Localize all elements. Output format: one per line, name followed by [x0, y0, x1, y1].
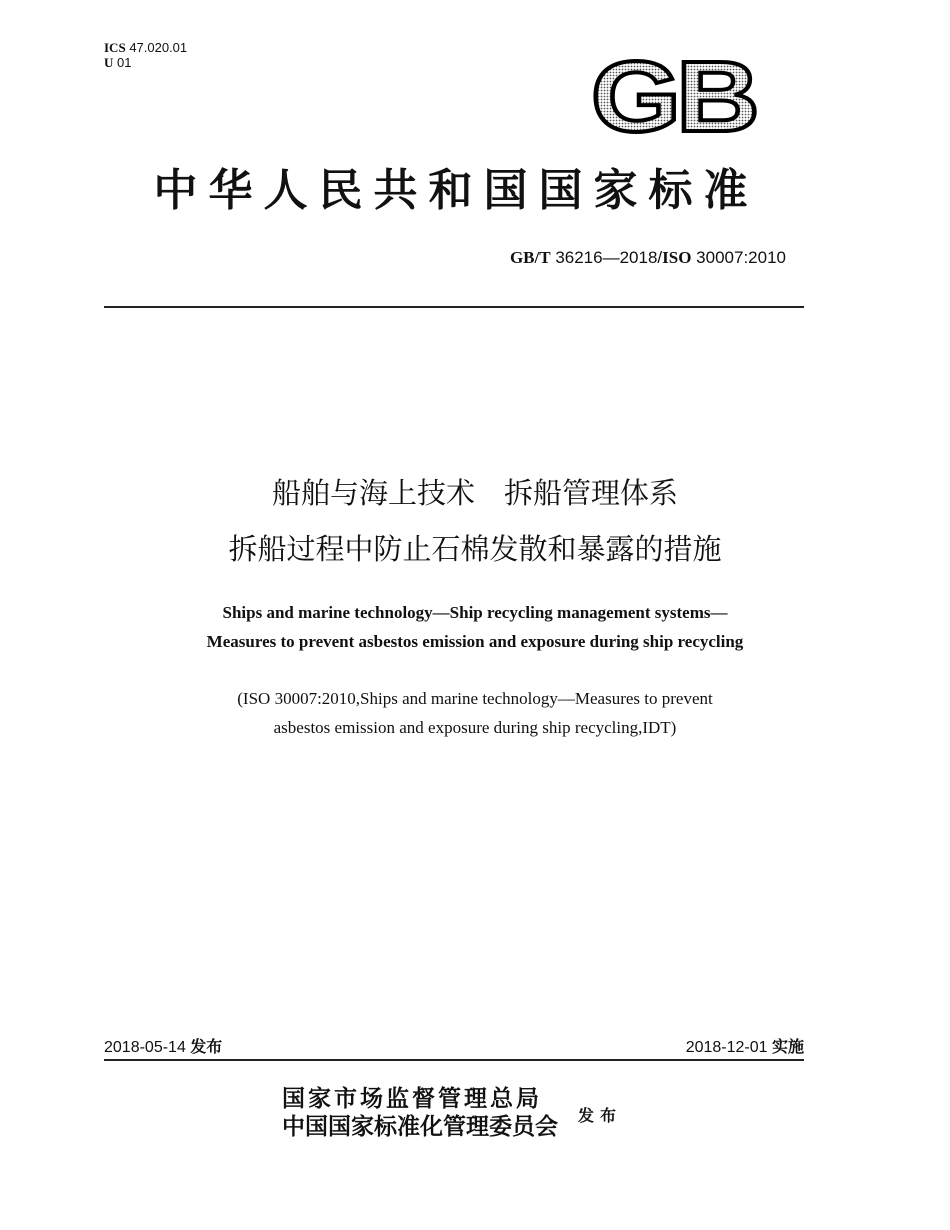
iso-reference-line1: (ISO 30007:2010,Ships and marine technology—Measures to prevent	[237, 689, 713, 708]
ics-code: 47.020.01	[129, 40, 188, 55]
implement-date-value: 2018-12-01	[685, 1039, 768, 1056]
iso-prefix: ISO	[662, 248, 692, 267]
ccs-label: U	[104, 55, 114, 70]
title-cn-line2: 拆船过程中防止石棉发散和暴露的措施	[228, 532, 722, 566]
issuer-line1: 国家市场监督管理总局	[282, 1085, 542, 1112]
title-en-line2: Measures to prevent asbestos emission and exposure during ship recycling	[206, 632, 744, 651]
implement-date-label: 实施	[771, 1037, 804, 1056]
issuer-line2: 中国国家标准化管理委员会	[282, 1113, 558, 1140]
implement-date	[686, 1034, 804, 1057]
standard-code	[510, 248, 786, 268]
title-en-line1: Ships and marine technology—Ship recycling management systems—	[222, 603, 728, 622]
gb-logo	[588, 53, 758, 138]
iso-number: 30007:2010	[696, 248, 786, 267]
publish-date-label: 发布	[190, 1037, 223, 1056]
bottom-divider	[104, 1059, 804, 1061]
national-standard-heading: 中华人民共和国国家标准	[153, 165, 759, 216]
ics-label: ICS	[104, 40, 126, 55]
standard-prefix: GB/T	[509, 248, 551, 267]
top-divider	[104, 306, 804, 308]
ics-line	[104, 40, 187, 55]
title-cn-line1: 船舶与海上技术 拆船管理体系	[271, 476, 678, 510]
ccs-code: 01	[117, 55, 132, 70]
publish-date	[104, 1034, 222, 1057]
ccs-line	[104, 55, 187, 70]
iso-reference-line2: asbestos emission and exposure during ship recycling,IDT)	[273, 718, 677, 737]
publish-date-value: 2018-05-14	[104, 1039, 186, 1056]
issuer-action: 发布	[578, 1106, 623, 1125]
standard-number: 36216—2018/	[555, 248, 663, 267]
classification-codes	[104, 40, 187, 70]
gb-logo-text: GB	[591, 53, 755, 138]
